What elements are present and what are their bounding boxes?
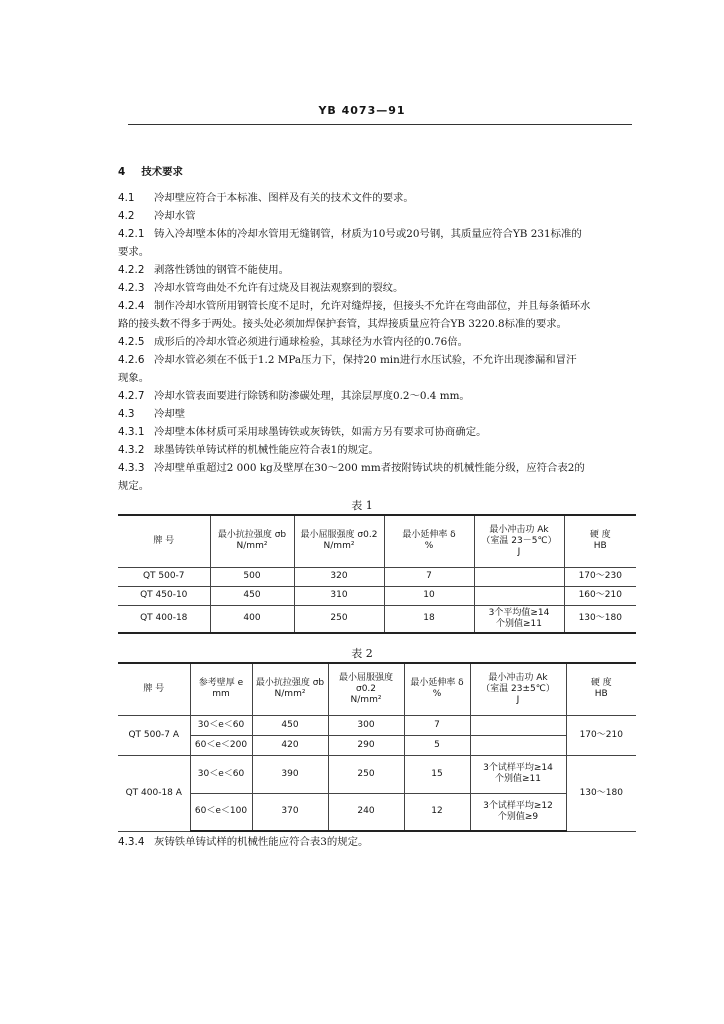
section-number: 4	[118, 166, 126, 178]
col-grade: 牌 号	[118, 663, 190, 715]
standard-code-header: YB 4073—91	[318, 104, 406, 117]
table-1-caption: 表 1	[351, 499, 373, 512]
table-header-row	[118, 515, 636, 567]
clause-line: 4.2 冷却水管	[118, 210, 196, 222]
col-tensile: 最小抗拉强度 σb N/mm²	[210, 515, 294, 567]
col-elongation: 最小延伸率 δ %	[404, 663, 470, 715]
clause-line: 4.3 冷却壁	[118, 408, 186, 420]
header-rule	[128, 124, 632, 125]
table-row: QT 400-18 400 250 18 3个平均值≥14 个别值≥11 130～180	[118, 605, 636, 633]
clause-line: 4.1 冷却壁应符合于本标准、图样及有关的技术文件的要求。	[118, 192, 414, 204]
clause-line: 4.2.1 铸入冷却壁本体的冷却水管用无缝钢管，材质为10号或20号钢，其质量应符合YB 231标准的	[118, 228, 582, 240]
clause-line: 路的接头数不得多于两处。接头处必须加焊保护套管，其焊接质量应符合YB 3220.8标准的要求。	[118, 318, 567, 330]
table-1	[118, 514, 636, 634]
section-heading	[118, 166, 638, 179]
col-grade: 牌 号	[118, 515, 210, 567]
clause-line: 4.3.4 灰铸铁单铸试样的机械性能应符合表3的规定。	[118, 836, 369, 848]
section-title: 技术要求	[141, 166, 183, 178]
table-row: QT 500-7 500 320 7 170～230	[118, 567, 636, 586]
clause-line: 4.2.3 冷却水管弯曲处不允许有过烧及目视法观察到的裂纹。	[118, 282, 404, 294]
clause-line: 4.2.5 成形后的冷却水管必须进行通球检验，其球径为水管内径的0.76倍。	[118, 336, 469, 348]
col-yield: 最小屈服强度 σ0.2 N/mm²	[294, 515, 384, 567]
clause-line: 4.2.2 剥落性锈蚀的钢管不能使用。	[118, 264, 290, 276]
col-elongation: 最小延伸率 δ %	[384, 515, 474, 567]
col-yield: 最小屈服强度 σ0.2 N/mm²	[328, 663, 404, 715]
clause-line: 现象。	[118, 372, 150, 384]
col-hardness: 硬 度 HB	[566, 663, 636, 715]
clause-line: 4.3.3 冷却壁单重超过2 000 kg及壁厚在30～200 mm者按附铸试块的机械性能分级，应符合表2的	[118, 462, 585, 474]
table-row: 60＜e＜100 370 240 12 3个试样平均≥12 个别值≥9	[118, 793, 636, 831]
clause-line: 4.2.4 制作冷却水管所用钢管长度不足时，允许对缝焊接，但接头不允许在弯曲部位，并且每条循环水	[118, 300, 591, 312]
col-hardness: 硬 度 HB	[564, 515, 636, 567]
clause-line: 规定。	[118, 480, 150, 492]
clause-line: 4.3.1 冷却壁本体材质可采用球墨铸铁或灰铸铁，如需方另有要求可协商确定。	[118, 426, 487, 438]
col-thickness: 参考壁厚 e mm	[190, 663, 252, 715]
clause-line: 4.2.7 冷却水管表面要进行除锈和防渗碳处理，其涂层厚度0.2～0.4 mm。	[118, 390, 470, 402]
col-impact: 最小冲击功 Ak （室温 23±5℃） J	[470, 663, 566, 715]
table-row: 60＜e＜200 420 290 5	[118, 735, 636, 755]
table-row: QT 500-7 A 30＜e＜60 450 300 7 170～210	[118, 715, 636, 735]
clause-line: 4.2.6 冷却水管必须在不低于1.2 MPa压力下，保持20 min进行水压试验，不允许出现渗漏和冒汗	[118, 354, 577, 366]
table-2-caption: 表 2	[351, 647, 373, 660]
table-header-row	[118, 663, 636, 715]
col-impact: 最小冲击功 Ak （室温 23－5℃） J	[474, 515, 564, 567]
table-2	[118, 662, 636, 832]
table-row: QT 400-18 A 30＜e＜60 390 250 15 3个试样平均≥14 个别值≥11 130～180	[118, 755, 636, 793]
col-tensile: 最小抗拉强度 σb N/mm²	[252, 663, 328, 715]
table-row: QT 450-10 450 310 10 160～210	[118, 586, 636, 605]
clause-line: 要求。	[118, 246, 150, 258]
clause-line: 4.3.2 球墨铸铁单铸试样的机械性能应符合表1的规定。	[118, 444, 379, 456]
